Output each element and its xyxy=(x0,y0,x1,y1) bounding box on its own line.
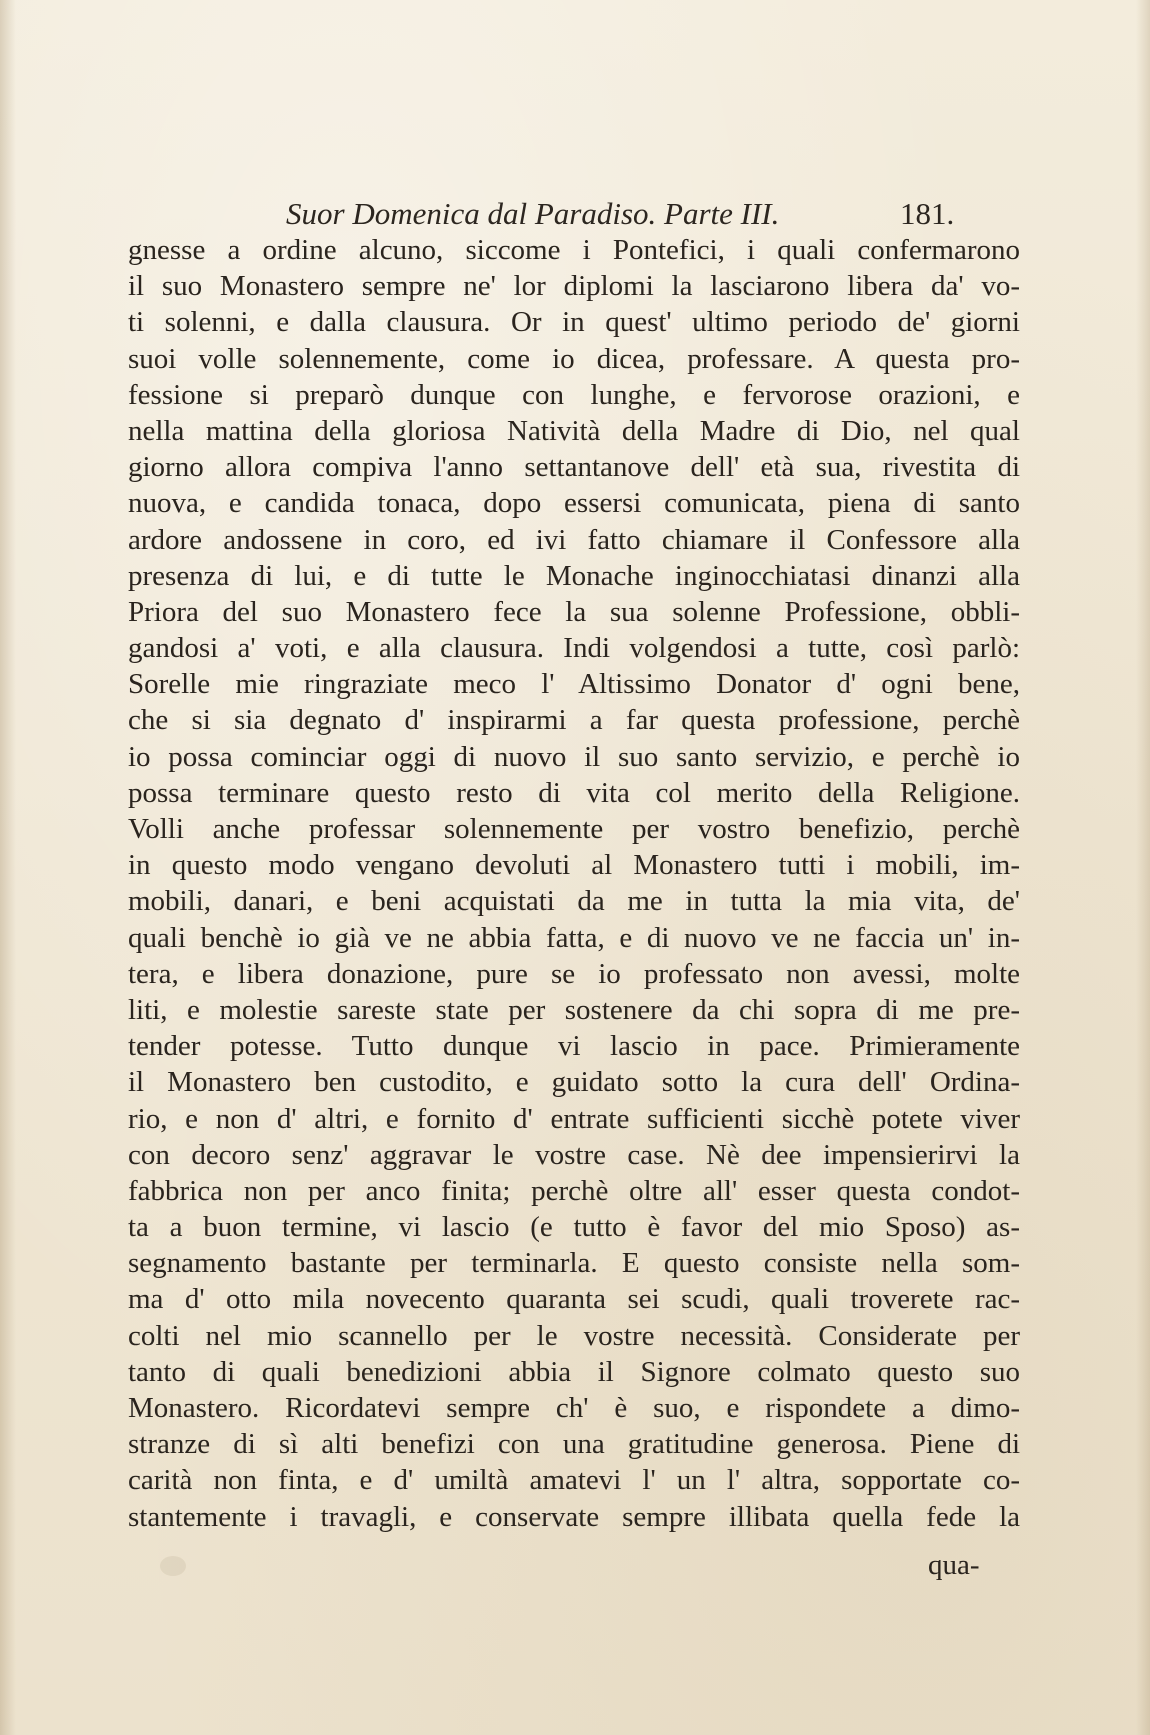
page-left-shadow xyxy=(0,0,16,1735)
text-line: Monastero. Ricordatevi sempre ch' è suo, e rispondete a dimo- xyxy=(128,1392,1020,1424)
text-line: tera, e libera donazione, pure se io professato non avessi, molte xyxy=(128,957,1020,990)
running-header xyxy=(286,196,966,232)
page-number: 181. xyxy=(900,196,955,231)
text-line: in questo modo vengano devoluti al Monastero tutti i mobili, im- xyxy=(128,849,1020,882)
text-line: fessione si preparò dunque con lunghe, e fervorose orazioni, e xyxy=(128,378,1020,411)
text-line: fabbrica non per anco finita; perchè oltre all' esser questa condot- xyxy=(128,1174,1020,1207)
catchword: qua- xyxy=(928,1549,980,1581)
text-line: giorno allora compiva l'anno settantanove dell' età sua, rivestita di xyxy=(128,451,1020,484)
ink-smudge xyxy=(160,1556,186,1576)
text-line: segnamento bastante per terminarla. E questo consiste nella som- xyxy=(128,1247,1020,1280)
text-line: stantemente i travagli, e conservate sempre illibata quella fede la xyxy=(128,1500,1020,1533)
text-line: che si sia degnato d' inspirarmi a far questa professione, perchè xyxy=(128,704,1020,737)
text-line: il Monastero ben custodito, e guidato sotto la cura dell' Ordina- xyxy=(128,1066,1020,1099)
text-line: tender potesse. Tutto dunque vi lascio in pace. Primieramente xyxy=(128,1030,1020,1063)
text-line: stranze di sì alti benefizi con una gratitudine generosa. Piene di xyxy=(128,1428,1020,1461)
running-title: Suor Domenica dal Paradiso. Parte III. xyxy=(286,196,780,231)
text-line: Priora del suo Monastero fece la sua solenne Professione, obbli- xyxy=(128,595,1020,628)
text-line: quali benchè io già ve ne abbia fatta, e di nuovo ve ne faccia un' in- xyxy=(128,921,1020,954)
text-line: possa terminare questo resto di vita col merito della Religione. xyxy=(128,776,1020,809)
text-line: mobili, danari, e beni acquistati da me in tutta la mia vita, de' xyxy=(128,885,1020,918)
text-line: suoi volle solennemente, come io dicea, professare. A questa pro- xyxy=(128,342,1020,375)
body-text xyxy=(128,232,1020,1535)
text-line: Sorelle mie ringraziate meco l' Altissimo Donator d' ogni bene, xyxy=(128,668,1020,701)
text-line: carità non finta, e d' umiltà amatevi l' un l' altra, sopportate co- xyxy=(128,1464,1020,1497)
text-line: tanto di quali benedizioni abbia il Signore colmato questo suo xyxy=(128,1355,1020,1388)
text-line: il suo Monastero sempre ne' lor diplomi la lasciarono libera da' vo- xyxy=(128,270,1020,303)
text-line: colti nel mio scannello per le vostre necessità. Considerate per xyxy=(128,1319,1020,1352)
page-right-shadow xyxy=(1136,0,1150,1735)
text-line: ta a buon termine, vi lascio (e tutto è favor del mio Sposo) as- xyxy=(128,1211,1020,1244)
text-line: rio, e non d' altri, e fornito d' entrate sufficienti sicchè potete viver xyxy=(128,1102,1020,1135)
text-line: con decoro senz' aggravar le vostre case. Nè dee impensierirvi la xyxy=(128,1138,1020,1171)
text-line: gnesse a ordine alcuno, siccome i Pontefici, i quali confermarono xyxy=(128,234,1020,266)
text-line: nella mattina della gloriosa Natività della Madre di Dio, nel qual xyxy=(128,414,1020,447)
text-line: ardore andossene in coro, ed ivi fatto chiamare il Confessore alla xyxy=(128,523,1020,556)
text-line: io possa cominciar oggi di nuovo il suo santo servizio, e perchè io xyxy=(128,740,1020,773)
text-line: presenza di lui, e di tutte le Monache inginocchiatasi dinanzi alla xyxy=(128,559,1020,592)
text-line: nuova, e candida tonaca, dopo essersi comunicata, piena di santo xyxy=(128,487,1020,520)
text-line: Volli anche professar solennemente per vostro benefizio, perchè xyxy=(128,813,1020,845)
text-line: ti solenni, e dalla clausura. Or in quest' ultimo periodo de' giorni xyxy=(128,306,1020,339)
text-line: ma d' otto mila novecento quaranta sei scudi, quali troverete rac- xyxy=(128,1283,1020,1316)
text-line: liti, e molestie sareste state per sostenere da chi sopra di me pre- xyxy=(128,993,1020,1026)
text-line: gandosi a' voti, e alla clausura. Indi volgendosi a tutte, così parlò: xyxy=(128,632,1020,665)
